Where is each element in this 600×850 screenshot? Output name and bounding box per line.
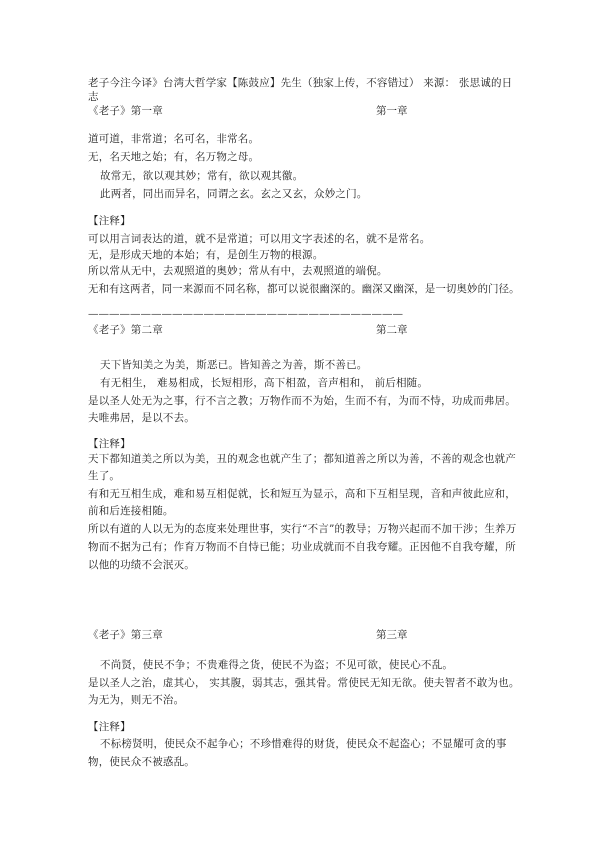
chapter-3-text-line: 不尚贤，使民不争；不贵难得之货，使民不为盗；不见可欲，使民心不乱。	[100, 659, 454, 671]
chapter-1-right-title: 第一章	[376, 105, 408, 117]
chapter-2-note-label: 【注释】	[88, 438, 131, 450]
chapter-2-note-line: 前和后连接相随。	[88, 505, 174, 517]
chapter-1-note-line: 无，是形成天地的本始；有，是创生万物的根源。	[88, 249, 324, 261]
chapter-1-title: 《老子》第一章	[88, 105, 163, 117]
chapter-3-note-label: 【注释】	[88, 721, 131, 733]
chapter-2-title: 《老子》第二章	[88, 324, 163, 336]
chapter-2-note-line: 生了。	[88, 470, 121, 482]
chapter-2-text-line: 有无相生， 难易相成，长短相形，高下相盈，音声相和， 前后相随。	[100, 377, 429, 389]
chapter-1-text-line: 无，名天地之始；有，名万物之母。	[88, 151, 260, 163]
chapter-3-note-line: 不标榜贤明，使民众不起争心；不珍惜难得的财货，使民众不起盗心；不显耀可贪的事	[100, 738, 507, 750]
chapter-3-note-line: 物，使民众不被惑乱。	[88, 756, 195, 768]
chapter-1-text-line: 此两者，同出而异名，同谓之玄。玄之又玄，众妙之门。	[100, 188, 368, 200]
chapter-3-right-title: 第三章	[376, 629, 408, 641]
chapter-1-text-line: 故常无，欲以观其妙；常有，欲以观其徼。	[100, 170, 304, 182]
chapter-1-note-line: 无和有这两者，同一来源而不同名称，都可以说很幽深的。幽深又幽深，是一切奥妙的门径。	[88, 283, 520, 295]
header-line: 老子今注今译》台湾大哲学家【陈鼓应】先生（独家上传，不容错过） 来源： 张思诚的日	[88, 77, 513, 89]
chapter-2-note-line: 天下都知道美之所以为美，丑的观念也就产生了；都知道善之所以为善，不善的观念也就产	[88, 453, 516, 465]
chapter-1-text-line: 道可道，非常道；名可名，非常名。	[88, 133, 260, 145]
chapter-1-note-line: 可以用言词表达的道，就不是常道；可以用文字表述的名，就不是常名。	[88, 233, 431, 245]
section-divider: ——————————————————————————————	[88, 308, 403, 320]
chapter-2-note-line: 物而不据为己有；作育万物而不自恃已能；功业成就而不自我夸耀。正因他不自我夸耀，所	[88, 541, 516, 553]
header-line: 志	[88, 91, 99, 103]
chapter-2-note-line: 所以有道的人以无为的态度来处理世事，实行“不言”的教导；万物兴起而不加干涉；生养万	[88, 523, 517, 535]
chapter-1-note-label: 【注释】	[88, 215, 131, 227]
chapter-1-note-line: 所以常从无中，去观照道的奥妙；常从有中，去观照道的端倪。	[88, 265, 388, 277]
chapter-2-text-line: 天下皆知美之为美，斯恶已。皆知善之为善，斯不善已。	[100, 359, 368, 371]
chapter-2-right-title: 第二章	[376, 324, 408, 336]
chapter-3-text-line: 为无为，则无不治。	[88, 694, 185, 706]
chapter-2-text-line: 是以圣人处无为之事，行不言之教；万物作而不为始，生而不有，为而不恃，功成而弗居。	[88, 395, 516, 407]
chapter-2-note-line: 有和无互相生成，难和易互相促就，长和短互为显示，高和下互相呈现，音和声彼此应和，	[88, 488, 516, 500]
chapter-3-text-line: 是以圣人之治，虚其心， 实其腹，弱其志，强其骨。常使民无知无欲。使夫智者不敢为也。	[88, 677, 520, 689]
chapter-2-text-line: 夫唯弗居，是以不去。	[88, 412, 195, 424]
chapter-3-title: 《老子》第三章	[88, 629, 163, 641]
chapter-2-note-line: 以他的功绩不会泯灭。	[88, 559, 195, 571]
